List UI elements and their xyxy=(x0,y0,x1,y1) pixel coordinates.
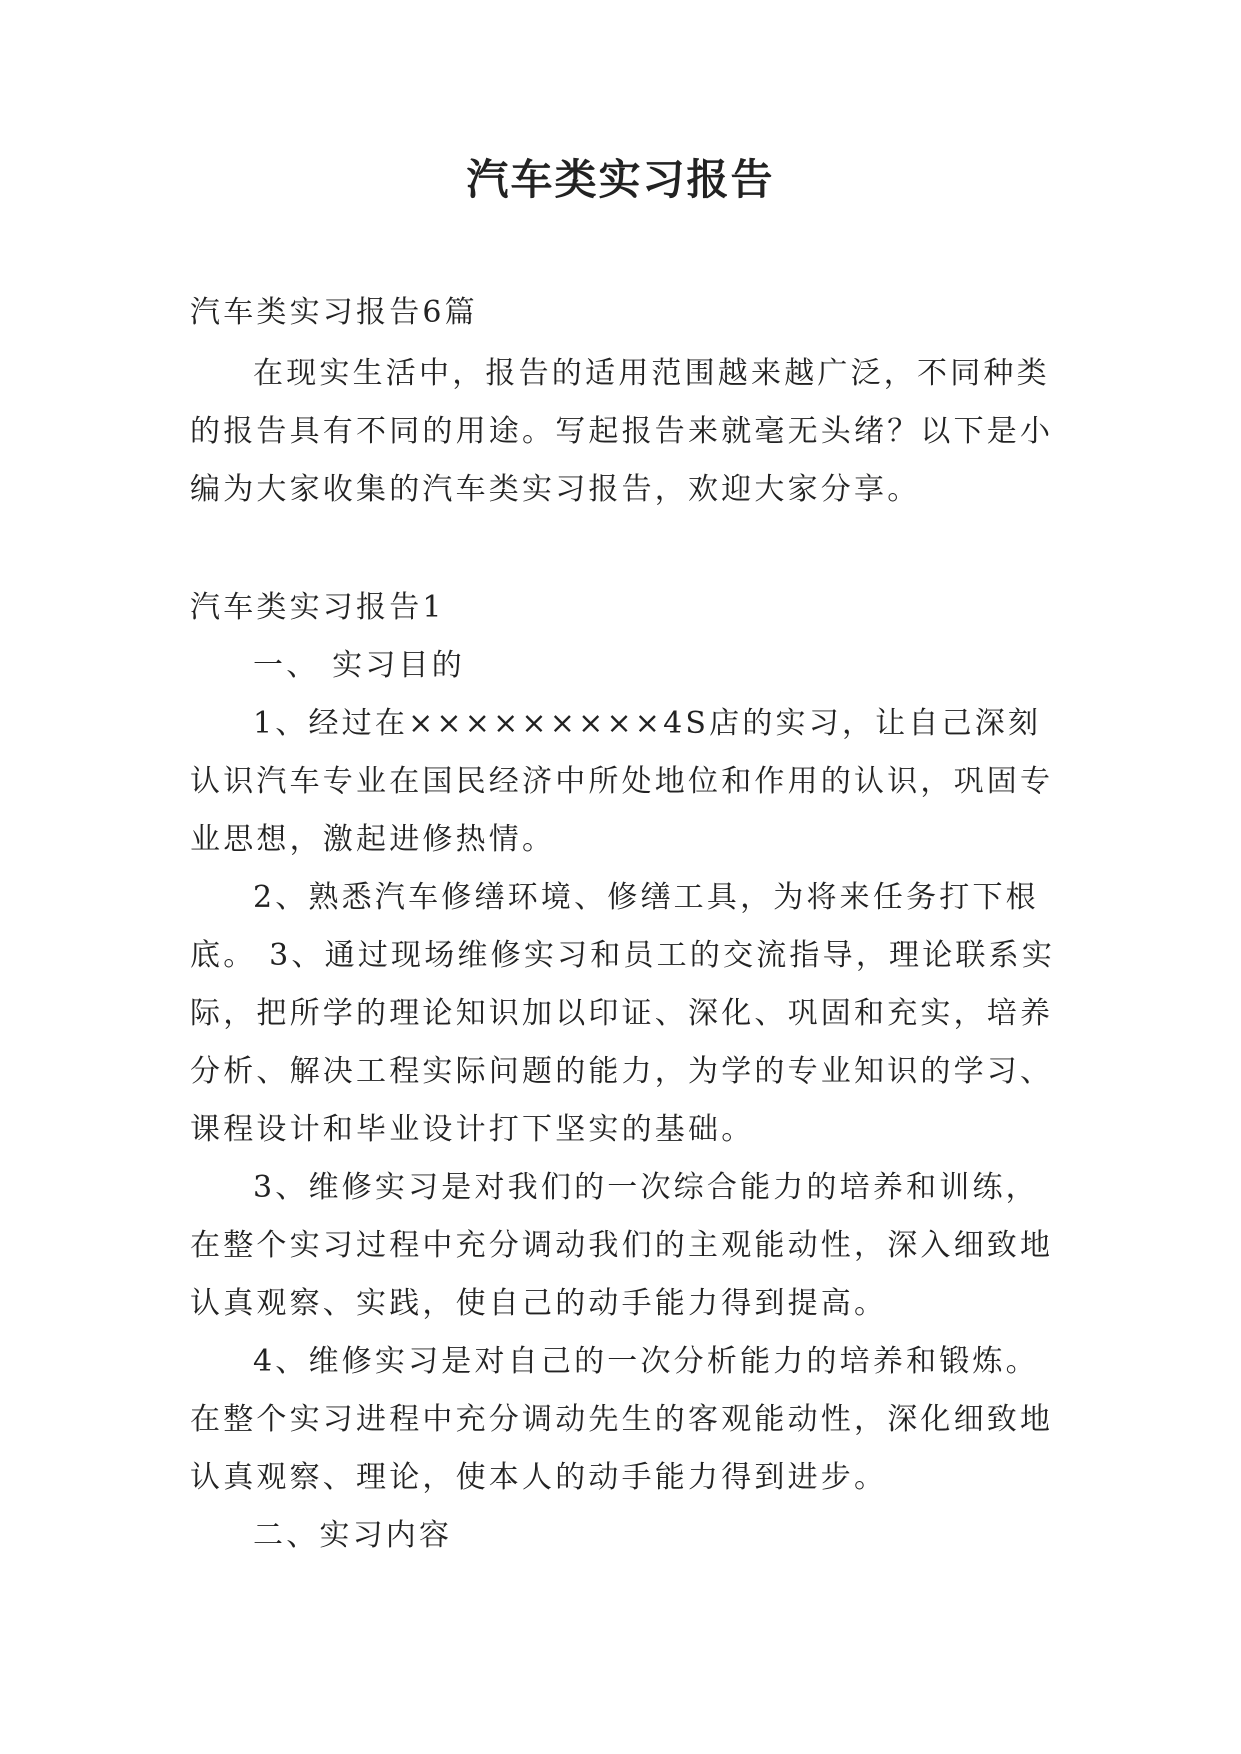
subtitle-line: 汽车类实习报告6篇 xyxy=(190,295,478,330)
paragraph-line: 1、经过在×××××××××4S店的实习，让自己深刻 xyxy=(253,706,1042,741)
paragraph-line: 业思想，激起进修热情。 xyxy=(190,822,556,857)
paragraph-line: 4、维修实习是对自己的一次分析能力的培养和锻炼。 xyxy=(253,1344,1039,1379)
document-title: 汽车类实习报告 xyxy=(466,155,775,204)
intro-line-2: 的报告具有不同的用途。写起报告来就毫无头绪？以下是小 xyxy=(190,414,1054,449)
heading-purpose: 一、 实习目的 xyxy=(253,648,465,683)
paragraph-line: 底。 3、通过现场维修实习和员工的交流指导，理论联系实 xyxy=(190,938,1056,973)
paragraph-line: 2、熟悉汽车修缮环境、修缮工具，为将来任务打下根 xyxy=(253,880,1039,915)
heading-content: 二、实习内容 xyxy=(253,1518,453,1553)
section-heading-report-1: 汽车类实习报告1 xyxy=(190,590,445,625)
intro-line-1: 在现实生活中，报告的适用范围越来越广泛，不同种类 xyxy=(253,356,1050,391)
paragraph-line: 认真观察、理论，使本人的动手能力得到进步。 xyxy=(190,1460,888,1495)
intro-line-3: 编为大家收集的汽车类实习报告，欢迎大家分享。 xyxy=(190,472,921,507)
paragraph-line: 在整个实习进程中充分调动先生的客观能动性，深化细致地 xyxy=(190,1402,1054,1437)
paragraph-line: 际，把所学的理论知识加以印证、深化、巩固和充实，培养 xyxy=(190,996,1054,1031)
paragraph-line: 在整个实习过程中充分调动我们的主观能动性，深入细致地 xyxy=(190,1228,1054,1263)
paragraph-line: 认真观察、实践，使自己的动手能力得到提高。 xyxy=(190,1286,888,1321)
paragraph-line: 分析、解决工程实际问题的能力，为学的专业知识的学习、 xyxy=(190,1054,1054,1089)
paragraph-line: 认识汽车专业在国民经济中所处地位和作用的认识，巩固专 xyxy=(190,764,1054,799)
paragraph-line: 课程设计和毕业设计打下坚实的基础。 xyxy=(190,1112,755,1147)
paragraph-line: 3、维修实习是对我们的一次综合能力的培养和训练， xyxy=(253,1170,1039,1205)
